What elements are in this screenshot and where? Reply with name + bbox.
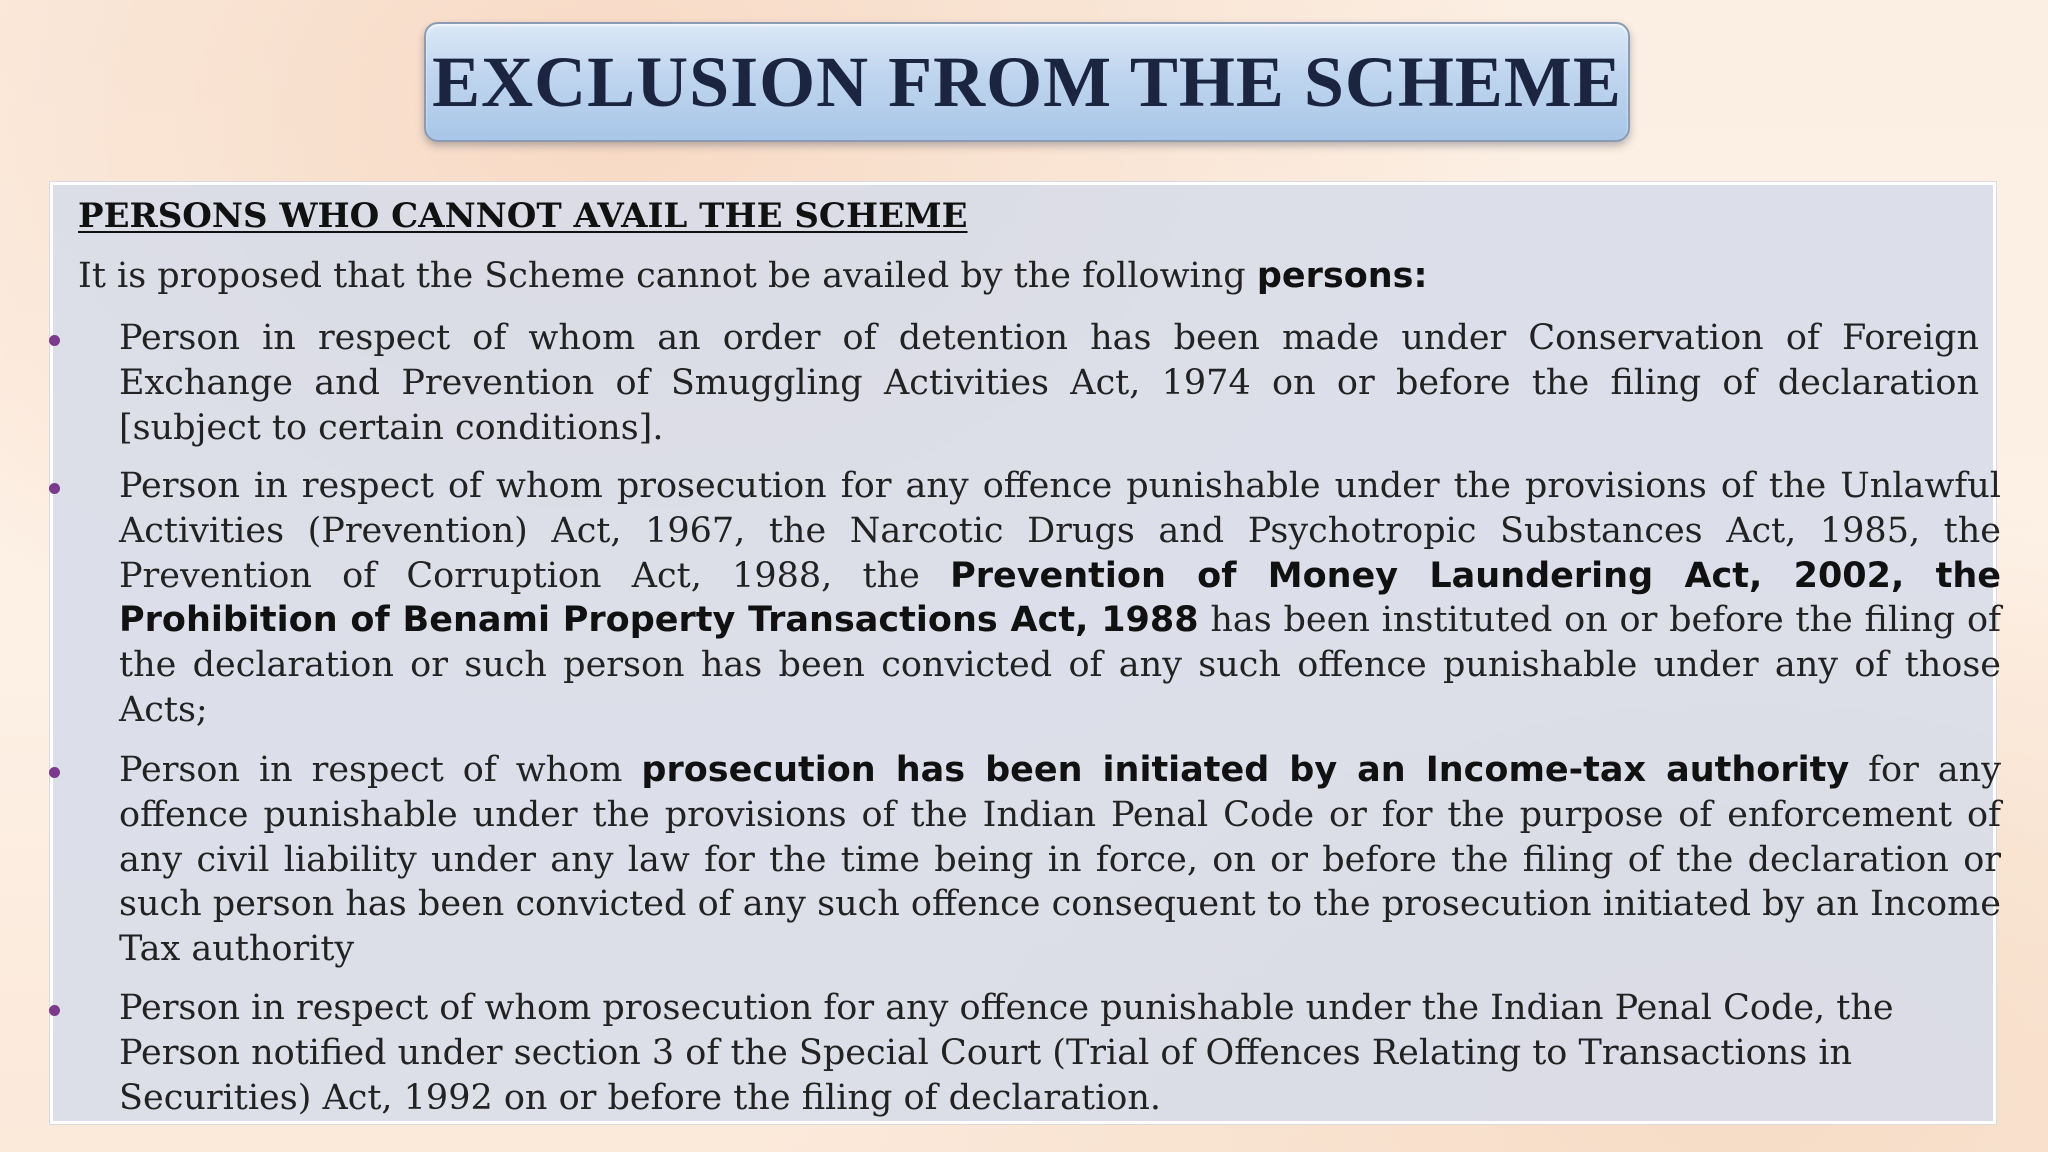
- bullet-dot-icon: [49, 767, 60, 778]
- bullet-2-text-a: Person in respect of whom prosecution for any offence punishable under the provisions of the Unlawful Activities (Prevention) Act, 1967, the Narcotic Drugs and Psychotropic Substances Act, 1985, the Prevention of Corruption Act, 1988, the: [119, 466, 2001, 596]
- bullet-3-text-b: for any offence punishable under the provisions of the Indian Penal Code or for the purpose of enforcement of any civil liability under any law for the time being in force, on or before the filing of the declaration or such person has been convicted of any such offence consequent to the prosecution initiated by an Income Tax authority: [119, 750, 2001, 970]
- bullet-3-text-a: Person in respect of whom: [119, 750, 642, 790]
- intro-bold: persons:: [1256, 256, 1428, 296]
- bullet-2-bold: Prevention of Money Laundering Act, 2002, the Prohibition of Benami Property Transactions Act, 1988: [119, 555, 2001, 641]
- section-heading: PERSONS WHO CANNOT AVAIL THE SCHEME: [78, 196, 968, 236]
- bullet-2-text-b: has been instituted on or before the filing of the declaration or such person has been convicted of any such offence punishable under any of those Acts;: [119, 600, 2001, 730]
- bullet-item-2: [119, 464, 2001, 733]
- bullet-3-bold: prosecution has been initiated by an Income-tax authority: [641, 750, 1850, 790]
- bullet-item-4: [119, 986, 1979, 1120]
- bullet-dot-icon: [49, 335, 60, 346]
- bullet-dot-icon: [49, 1005, 60, 1016]
- bullet-1-text: Person in respect of whom an order of detention has been made under Conservation of Foreign Exchange and Prevention of Smuggling Activities Act, 1974 on or before the filing of declaration [subject to certain conditions].: [119, 318, 1979, 448]
- bullet-item-1: [119, 316, 1979, 450]
- bullet-4-text: Person in respect of whom prosecution for any offence punishable under the Indian Penal Code, the Person notified under section 3 of the Special Court (Trial of Offences Relating to Transactions in Securities) Act, 1992 on or before the filing of declaration.: [119, 988, 1894, 1118]
- slide-title: EXCLUSION FROM THE SCHEME: [432, 41, 1622, 122]
- bullet-dot-icon: [49, 483, 60, 494]
- intro-text: It is proposed that the Scheme cannot be availed by the following: [78, 256, 1246, 296]
- bullet-item-3: [119, 748, 2001, 972]
